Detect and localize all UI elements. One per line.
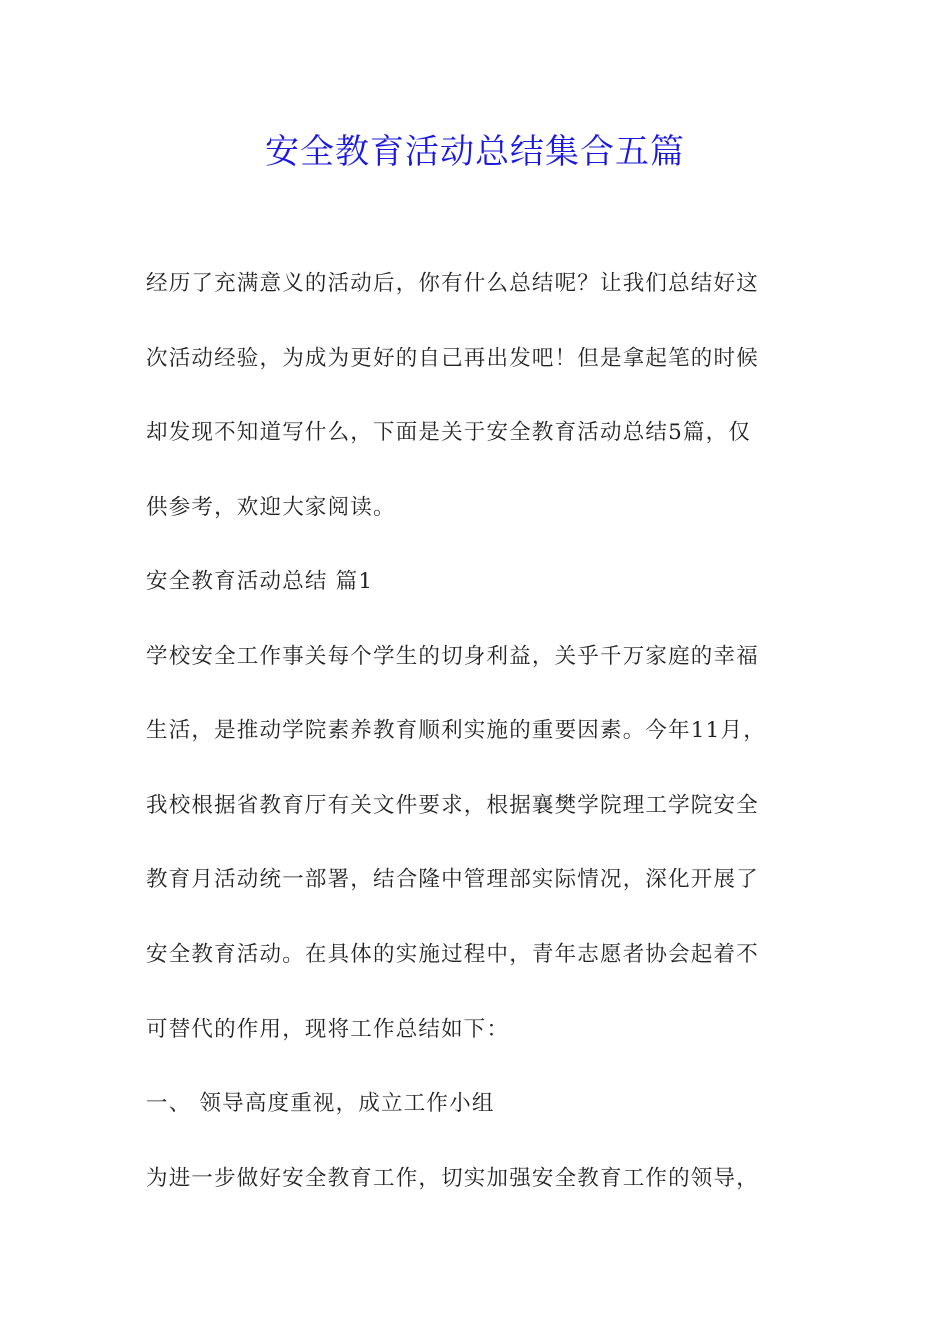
paragraph-line-5: 安全教育活动。在具体的实施过程中，青年志愿者协会起着不	[146, 942, 759, 967]
section-heading-part-1: 安全教育活动总结 篇1	[146, 569, 374, 594]
paragraph-line-7: 为进一步做好安全教育工作，切实加强安全教育工作的领导，	[146, 1166, 759, 1191]
intro-line-2: 次活动经验，为成为更好的自己再出发吧！但是拿起笔的时候	[146, 346, 759, 371]
paragraph-line-6: 可替代的作用，现将工作总结如下：	[146, 1017, 510, 1042]
subsection-heading-1: 一、 领导高度重视，成立工作小组	[146, 1091, 495, 1116]
document-title: 安全教育活动总结集合五篇	[265, 132, 685, 172]
paragraph-line-1: 学校安全工作事关每个学生的切身利益，关乎千万家庭的幸福	[146, 644, 759, 669]
paragraph-line-4: 教育月活动统一部署，结合隆中管理部实际情况，深化开展了	[146, 867, 759, 892]
intro-line-4: 供参考，欢迎大家阅读。	[146, 495, 396, 520]
paragraph-line-2: 生活，是推动学院素养教育顺利实施的重要因素。今年11月，	[146, 718, 766, 743]
intro-line-3: 却发现不知道写什么，下面是关于安全教育活动总结5篇，仅	[146, 420, 752, 445]
paragraph-line-3: 我校根据省教育厅有关文件要求，根据襄樊学院理工学院安全	[146, 793, 759, 818]
intro-line-1: 经历了充满意义的活动后，你有什么总结呢？让我们总结好这	[146, 271, 759, 296]
